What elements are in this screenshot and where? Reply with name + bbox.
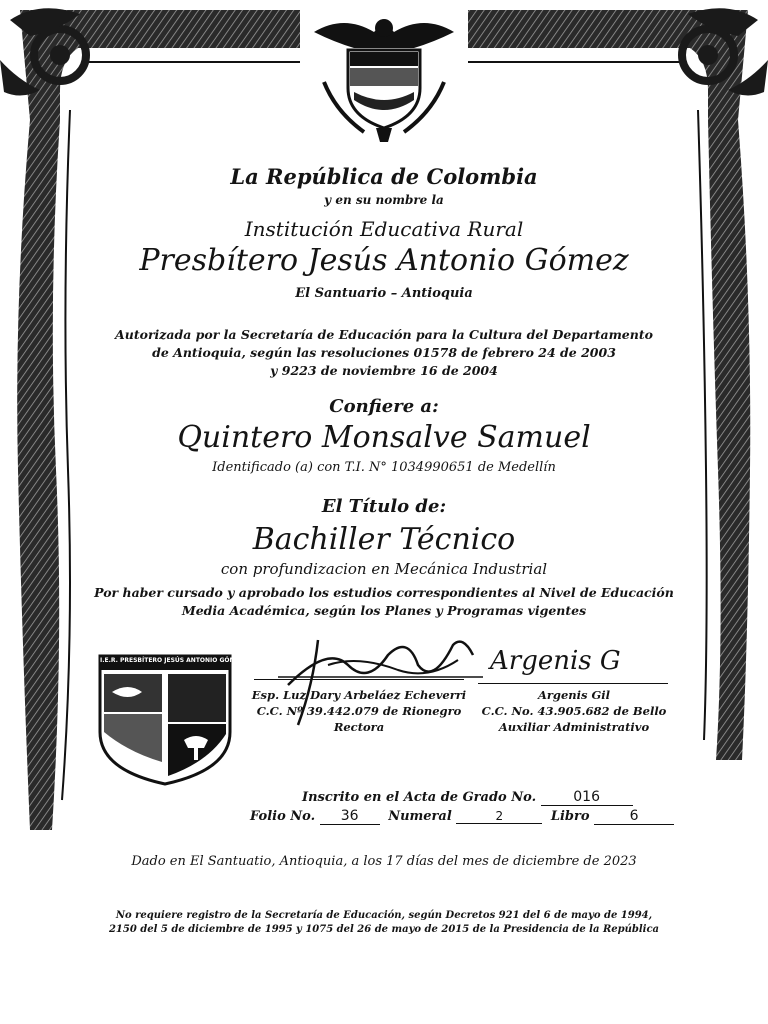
acta-row <box>302 789 633 806</box>
title-label: El Título de: <box>321 496 447 517</box>
authorization-line-2: de Antioquia, según las resoluciones 01578 de febrero 24 de 2003 <box>152 345 616 360</box>
recipient-id: Identificado (a) con T.I. N° 1034990651 de Medellín <box>212 460 556 475</box>
on-behalf-text: y en su nombre la <box>324 193 444 207</box>
numeral-value: 2 <box>456 809 542 824</box>
assistant-role: Auxiliar Administrativo <box>498 720 650 734</box>
rector-name: Esp. Luz Dary Arbeláez Echeverri <box>251 688 467 702</box>
school-seal-text: I.E.R. PRESBÍTERO JESÚS ANTONIO GÓMEZ <box>100 657 244 664</box>
libro-value: 6 <box>594 808 674 825</box>
reason-line-2: Media Académica, según los Planes y Programas vigentes <box>181 603 587 618</box>
folio-row <box>250 808 674 825</box>
reason-line-1: Por haber cursado y aprobado los estudios correspondientes al Nivel de Educación <box>94 585 674 600</box>
location-text: El Santuario – Antioquia <box>295 286 473 301</box>
authorization-line-1: Autorizada por la Secretaría de Educación para la Cultura del Departamento <box>115 327 653 342</box>
degree-specialization: con profundizacion en Mecánica Industrial <box>220 560 548 578</box>
assistant-name: Argenis Gil <box>537 688 611 702</box>
rector-signature <box>258 625 488 735</box>
footer-line-1: No requiere registro de la Secretaría de Educación, según Decretos 921 del 6 de mayo de 1994, <box>115 910 653 921</box>
numeral-label: Numeral <box>388 809 452 824</box>
acta-value: 016 <box>541 789 633 806</box>
footer-line-2: 2150 del 5 de diciembre de 1995 y 1075 del 26 de mayo de 2015 de la Presidencia de la República <box>108 924 660 935</box>
recipient-name: Quintero Monsalve Samuel <box>177 420 591 455</box>
coat-of-arms-icon <box>314 19 454 142</box>
folio-label: Folio No. <box>250 809 316 824</box>
institution-type: Institución Educativa Rural <box>244 217 524 241</box>
libro-label: Libro <box>550 809 590 824</box>
assistant-signature: Argenis G <box>490 646 621 676</box>
school-seal-icon <box>98 652 244 786</box>
confers-label: Confiere a: <box>329 396 439 417</box>
institution-name: Presbítero Jesús Antonio Gómez <box>139 243 629 278</box>
rector-id: C.C. Nº 39.442.079 de Rionegro <box>256 704 462 718</box>
republic-heading: La República de Colombia <box>230 164 538 189</box>
issued-text: Dado en El Santuatio, Antioquia, a los 17 días del mes de diciembre de 2023 <box>131 854 637 869</box>
assistant-id: C.C. No. 43.905.682 de Bello <box>481 704 667 718</box>
folio-value: 36 <box>320 808 380 825</box>
school-seal <box>98 652 244 786</box>
acta-label: Inscrito en el Acta de Grado No. <box>302 790 537 805</box>
degree-title: Bachiller Técnico <box>252 522 516 557</box>
rector-role: Rectora <box>333 720 385 734</box>
authorization-line-3: y 9223 de noviembre 16 de 2004 <box>270 363 498 378</box>
